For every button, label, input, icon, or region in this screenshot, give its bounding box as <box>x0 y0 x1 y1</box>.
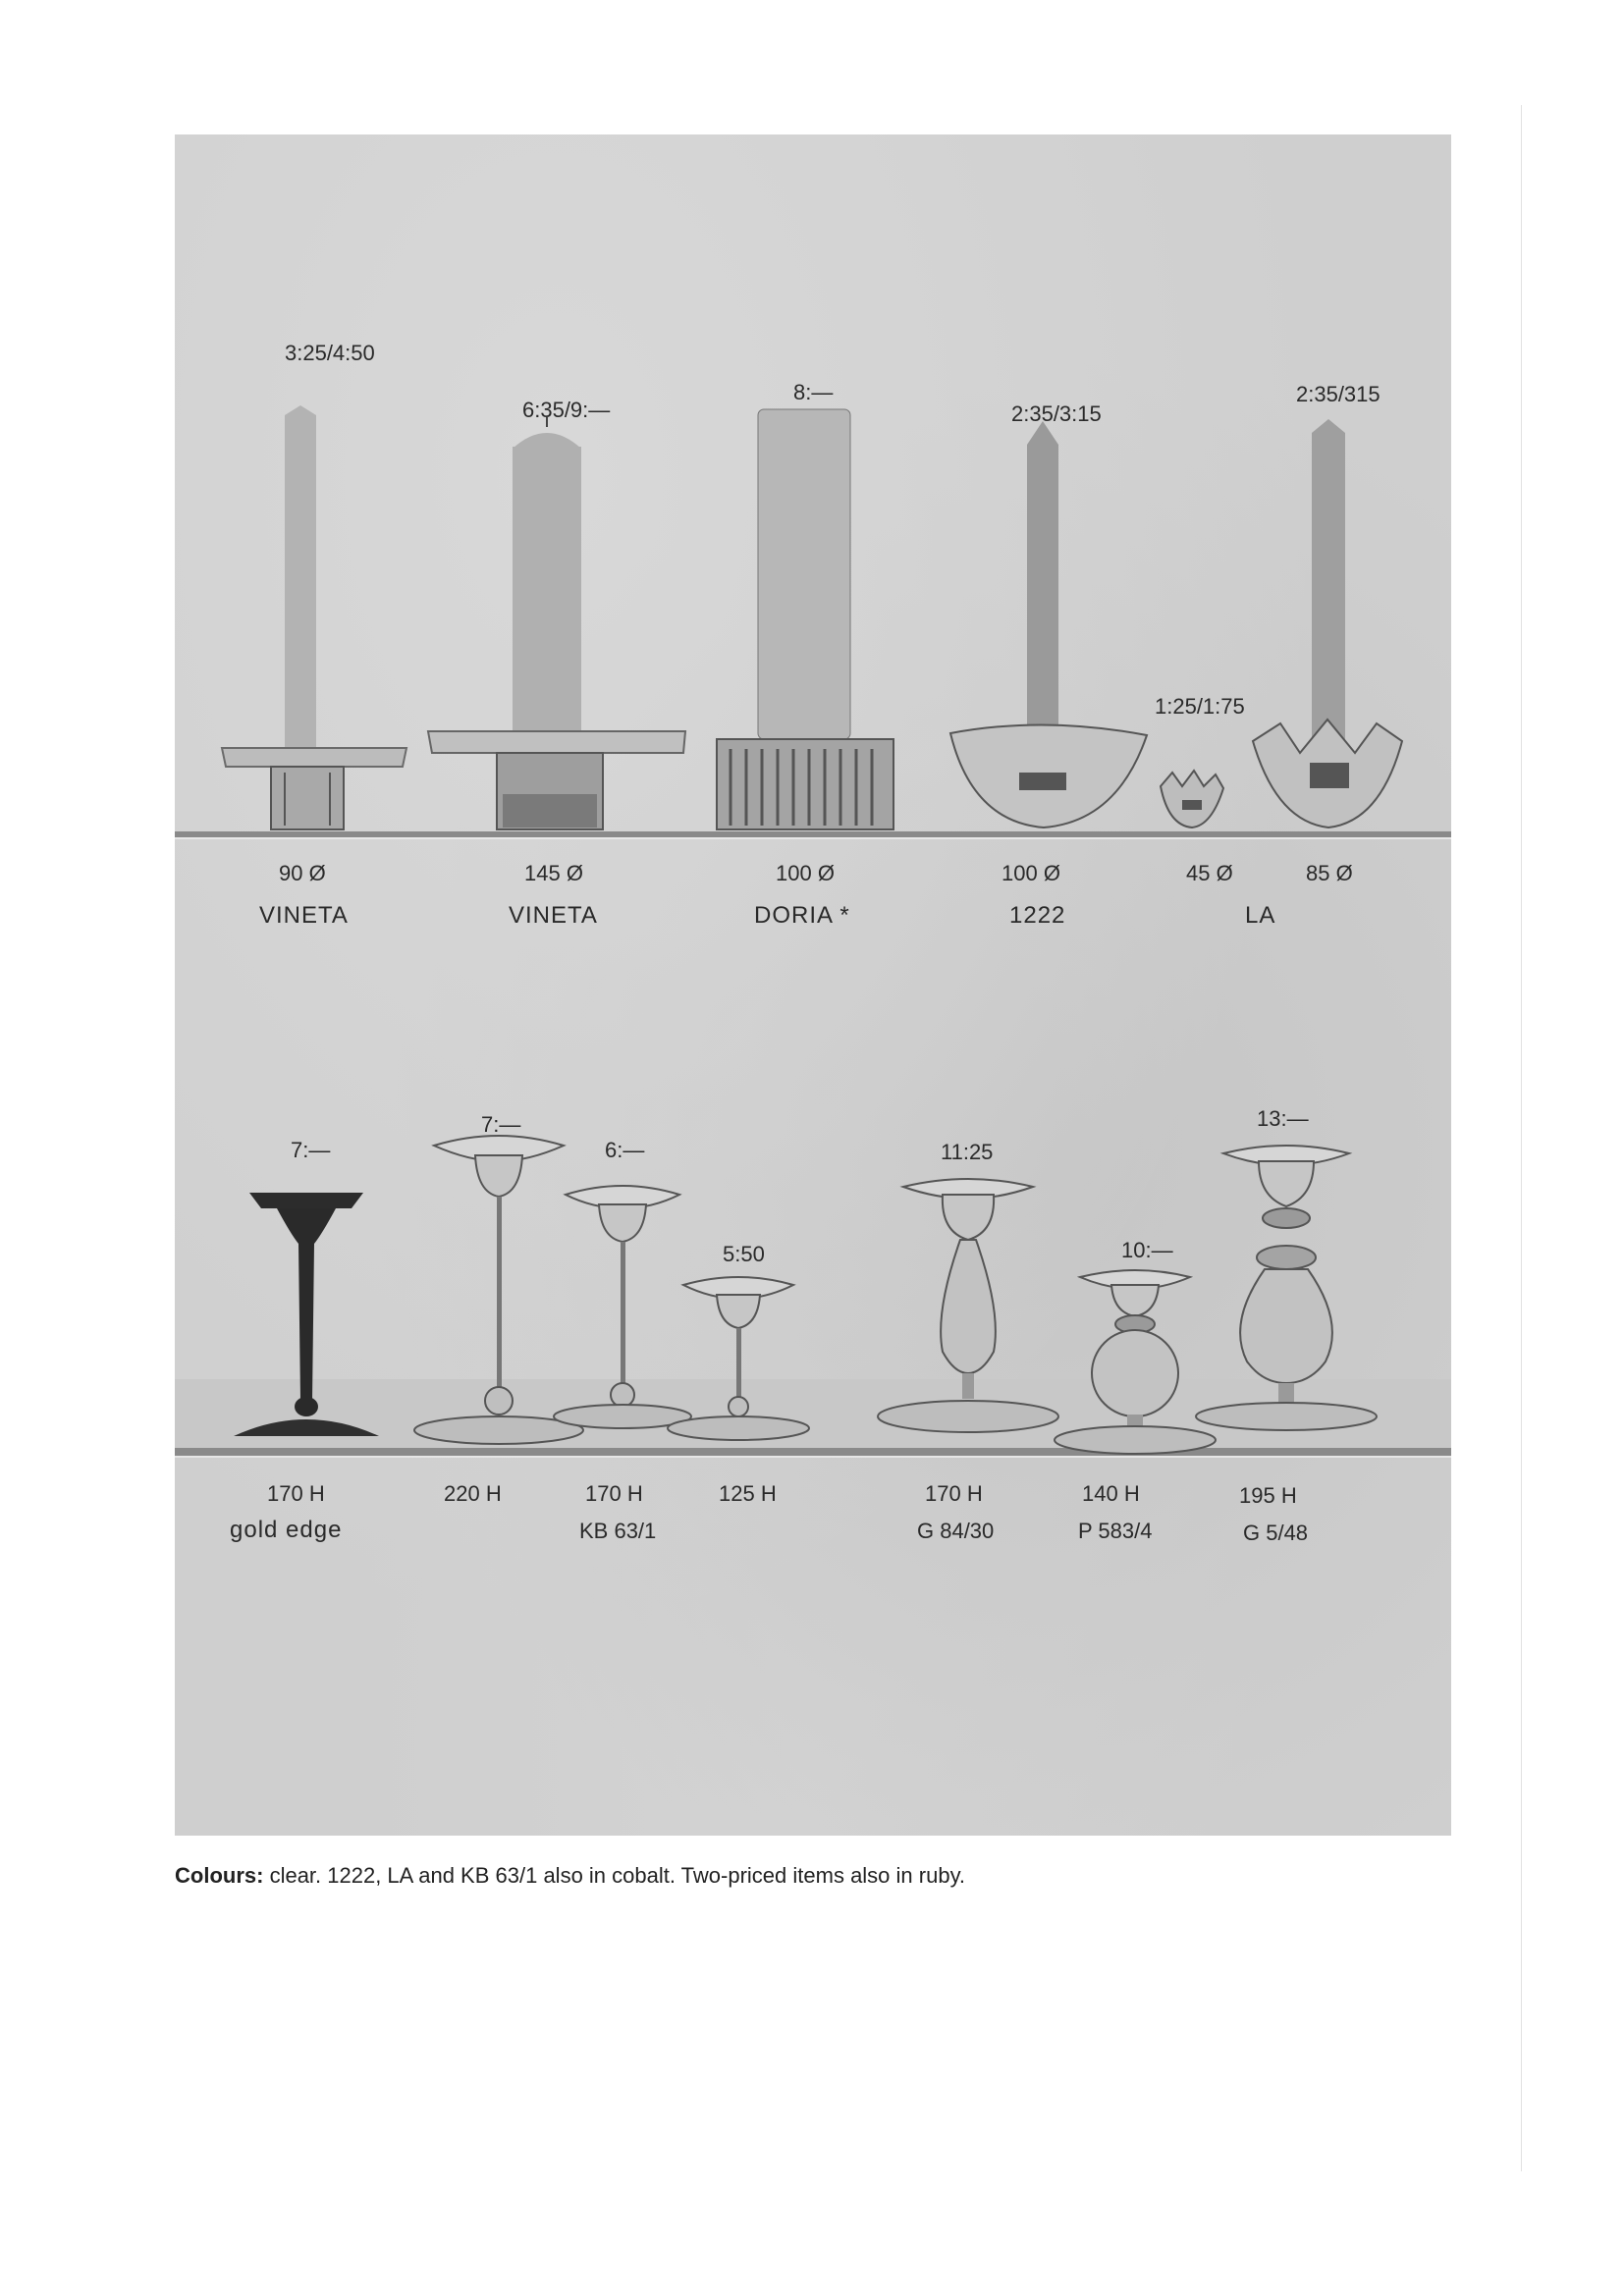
product-name: KB 63/1 <box>579 1519 657 1543</box>
product-name: VINETA <box>509 902 598 929</box>
price-label: 3:25/4:50 <box>285 341 375 365</box>
price-label: 10:— <box>1121 1238 1173 1262</box>
la-45-candleholder <box>1161 771 1223 828</box>
top-shelf-highlight <box>175 837 1451 839</box>
la-85-candleholder <box>1253 419 1402 828</box>
price-label: 2:35/315 <box>1296 382 1380 406</box>
size-label: 220 H <box>444 1481 502 1506</box>
size-label: 140 H <box>1082 1481 1140 1506</box>
size-label: 100 Ø <box>776 861 835 885</box>
price-label: 11:25 <box>941 1140 994 1164</box>
product-photo <box>175 134 1451 1836</box>
price-label: 13:— <box>1257 1106 1309 1131</box>
bottom-shelf-highlight <box>175 1456 1451 1458</box>
size-label: 170 H <box>925 1481 983 1506</box>
size-label: 100 Ø <box>1001 861 1060 885</box>
product-name: G 84/30 <box>917 1519 995 1543</box>
price-label: 8:— <box>793 380 834 404</box>
size-label: 125 H <box>719 1481 777 1506</box>
caption-label: Colours: <box>175 1863 264 1888</box>
product-name: 1222 <box>1009 902 1066 929</box>
size-label: 90 Ø <box>279 861 326 885</box>
top-shelf <box>175 831 1451 837</box>
colours-caption <box>175 1863 965 1889</box>
product-name: VINETA <box>259 902 349 929</box>
price-label: 1:25/1:75 <box>1155 694 1245 719</box>
bottom-shelf <box>175 1448 1451 1456</box>
size-label: 45 Ø <box>1186 861 1233 885</box>
price-label: 7:— <box>291 1138 331 1162</box>
price-label: 6:— <box>605 1138 645 1162</box>
price-label: 2:35/3:15 <box>1011 401 1102 426</box>
page-edge-line <box>1521 105 1522 2171</box>
size-label: 85 Ø <box>1306 861 1353 885</box>
price-label: 5:50 <box>723 1242 765 1266</box>
product-name: gold edge <box>230 1517 343 1543</box>
caption-text: clear. 1222, LA and KB 63/1 also in cobalt. Two-priced items also in ruby. <box>263 1863 966 1888</box>
bowl-1222-candleholder <box>950 421 1147 828</box>
product-name: P 583/4 <box>1078 1519 1153 1543</box>
size-label: 170 H <box>267 1481 325 1506</box>
size-label: 145 Ø <box>524 861 583 885</box>
vineta-145-candleholder <box>428 417 685 829</box>
product-name: G 5/48 <box>1243 1521 1309 1545</box>
size-label: 195 H <box>1239 1483 1297 1508</box>
price-label: 6:35/9:— <box>522 398 611 422</box>
doria-candleholder <box>717 409 893 829</box>
price-label: 7:— <box>481 1112 521 1137</box>
vineta-90-candleholder <box>222 405 406 829</box>
product-name: DORIA * <box>754 902 850 929</box>
product-name: LA <box>1245 902 1276 929</box>
size-label: 170 H <box>585 1481 643 1506</box>
